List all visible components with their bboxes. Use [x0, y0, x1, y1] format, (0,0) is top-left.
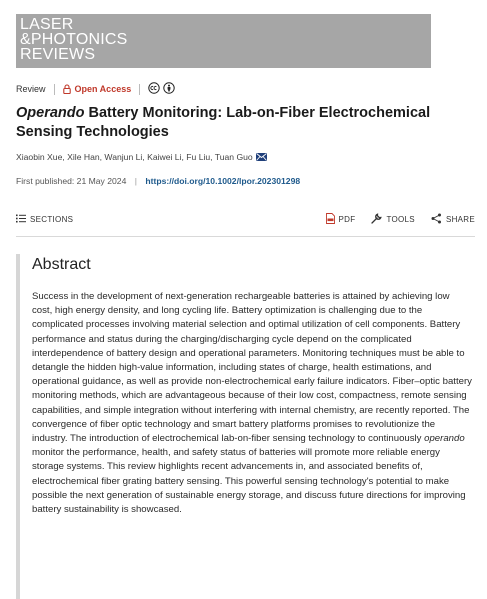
- article-title-text: Battery Monitoring: Lab-on-Fiber Electrochemical Sensing Technologies: [16, 105, 431, 140]
- divider: [16, 236, 475, 237]
- cc-icon: [148, 82, 160, 96]
- author-link[interactable]: , Kaiwei Li: [142, 152, 181, 162]
- sections-label: SECTIONS: [30, 214, 74, 224]
- tools-label: TOOLS: [386, 214, 415, 224]
- article-title-italic: Operando: [16, 105, 85, 121]
- abstract-section: [16, 254, 476, 599]
- pdf-button[interactable]: [326, 213, 356, 226]
- share-icon: [431, 213, 442, 226]
- first-published-date: 21 May 2024: [76, 176, 127, 186]
- mail-icon[interactable]: [256, 153, 267, 161]
- share-button[interactable]: [431, 213, 475, 226]
- list-icon: [16, 214, 26, 225]
- journal-logo-line: REVIEWS: [20, 46, 96, 63]
- abstract-text: [32, 290, 472, 517]
- author-link[interactable]: , Xile Han: [62, 152, 99, 162]
- lock-icon: [63, 84, 71, 94]
- article-type: Review: [16, 84, 46, 94]
- open-access-badge[interactable]: [63, 84, 132, 94]
- abstract-heading: Abstract: [32, 256, 91, 273]
- abstract-text-italic: operando: [424, 433, 465, 445]
- pdf-icon: [326, 213, 335, 226]
- journal-logo[interactable]: [16, 14, 431, 68]
- open-access-label: Open Access: [74, 84, 132, 94]
- divider: [54, 84, 55, 95]
- wrench-icon: [371, 213, 382, 226]
- abstract-text-part: Success in the development of next-generation rechargeable batteries is attained by achieving low cost, high energy density, and long cycling life. Battery optimization is challenging due to the complicated processes involving material selection and optimal utilization of cell components. Battery performance and status during the charging/discharging cycle depend on the complicated interdependence of battery design and operational parameters. Monitoring techniques must be able to detangle the hidden high-value information, including states of charge, health estimations, and operational guidance, as well as provide non-electrochemical early failure indicators. Fiber–optic battery monitoring methods, which are advantageous because of their low cost, compactness, remote sensing capabilities, and simple integration without interfering with internal chemistry, are recently reported. The convergence of fiber optic technology and smart battery platforms promises to revolutionize the industry. The introduction of electrochemical lab-on-fiber sensing technology to continuously: [32, 291, 472, 445]
- tools-button[interactable]: [371, 213, 414, 226]
- journal-logo-line: LASER: [20, 16, 74, 33]
- article-title: [16, 104, 456, 142]
- author-link[interactable]: Xiaobin Xue: [16, 152, 63, 162]
- pdf-label: PDF: [338, 214, 356, 224]
- article-toolbar: [16, 210, 475, 228]
- author-link[interactable]: , Wanjun Li: [100, 152, 143, 162]
- author-link[interactable]: , Tuan Guo: [210, 152, 253, 162]
- share-label: SHARE: [445, 214, 475, 224]
- toolbar-actions: [326, 213, 475, 226]
- divider: [139, 84, 140, 95]
- author-list: [16, 152, 267, 162]
- first-published-label: First published:: [16, 176, 75, 186]
- sections-button[interactable]: [16, 214, 73, 225]
- doi-link[interactable]: https://doi.org/10.1002/lpor.202301298: [145, 176, 301, 186]
- article-meta: [16, 81, 175, 97]
- author-link[interactable]: , Fu Liu: [182, 152, 211, 162]
- publication-info: [16, 176, 300, 186]
- by-icon: [163, 82, 175, 96]
- license-icons[interactable]: [148, 82, 175, 96]
- divider: |: [134, 176, 137, 186]
- journal-logo-line: &PHOTONICS: [20, 31, 128, 48]
- abstract-text-part: monitor the performance, health, and safety status of batteries will promote more reliable energy storage systems. This review highlights recent advancements in, and associated benefits of, electrochemical fiber grating battery sensing. This powerful sensing technology's potential to make possible the next generation of sustainable energy storage, and discuss future directions for improving battery sustainability is showcased.: [32, 447, 466, 516]
